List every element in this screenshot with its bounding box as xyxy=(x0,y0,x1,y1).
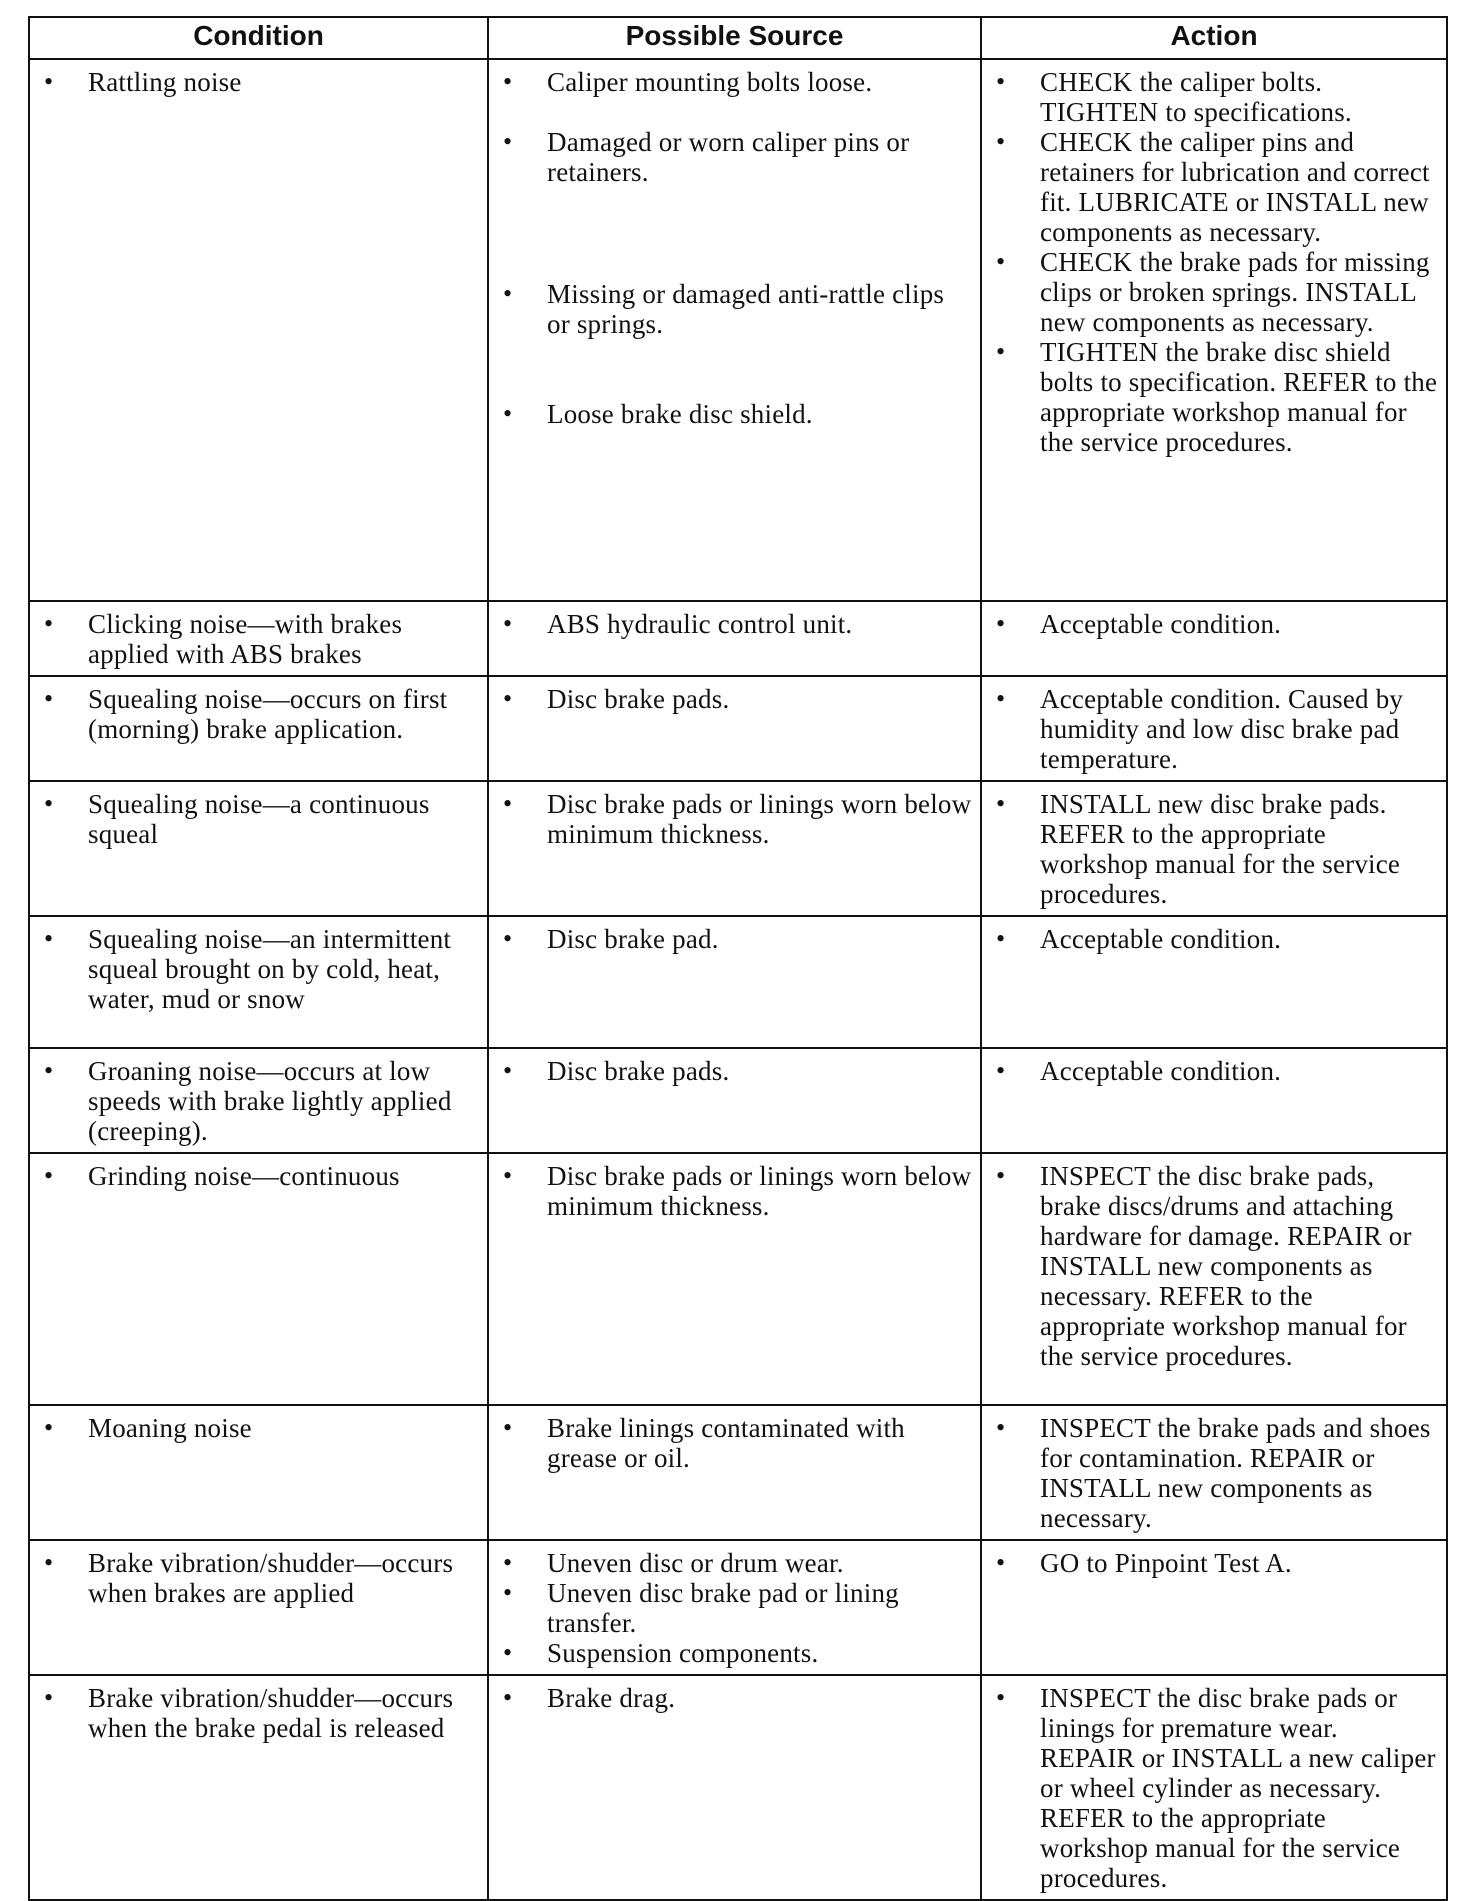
table-row xyxy=(29,601,1447,676)
source-item: • Damaged or worn caliper pins or retainers. xyxy=(501,127,972,279)
source-item: • Uneven disc or drum wear. xyxy=(501,1548,972,1578)
source-item: • Disc brake pads. xyxy=(501,1056,972,1086)
action-cell xyxy=(981,1540,1447,1675)
table-row xyxy=(29,1675,1447,1900)
action-item: • CHECK the caliper bolts. TIGHTEN to specifications. xyxy=(994,67,1438,127)
condition-text: • Clicking noise—with brakes applied with ABS brakes xyxy=(42,609,479,669)
condition-text: • Moaning noise xyxy=(42,1413,479,1443)
source-item: • Brake linings contaminated with grease or oil. xyxy=(501,1413,972,1473)
source-item: • Caliper mounting bolts loose. xyxy=(501,67,972,127)
condition-text: • Squealing noise—a continuous squeal xyxy=(42,789,479,849)
source-item: • Suspension components. xyxy=(501,1638,972,1668)
condition-cell xyxy=(29,601,488,676)
action-item: • INSPECT the brake pads and shoes for contamination. REPAIR or INSTALL new components as necessary. xyxy=(994,1413,1438,1533)
action-item: • TIGHTEN the brake disc shield bolts to specification. REFER to the appropriate workshop manual for the service procedures. xyxy=(994,337,1438,457)
table-row xyxy=(29,1540,1447,1675)
source-cell xyxy=(488,781,981,916)
source-cell xyxy=(488,1153,981,1405)
action-item: • CHECK the brake pads for missing clips or broken springs. INSTALL new components as necessary. xyxy=(994,247,1438,337)
table-row xyxy=(29,676,1447,781)
source-item: • Disc brake pad. xyxy=(501,924,972,954)
condition-cell xyxy=(29,1048,488,1153)
source-header: Possible Source xyxy=(488,17,981,59)
table-row xyxy=(29,1048,1447,1153)
condition-text: • Squealing noise—an intermittent squeal brought on by cold, heat, water, mud or snow xyxy=(42,924,479,1014)
source-cell xyxy=(488,1048,981,1153)
action-item: • INSTALL new disc brake pads. REFER to the appropriate workshop manual for the service procedures. xyxy=(994,789,1438,909)
action-item: • INSPECT the disc brake pads or linings for premature wear. REPAIR or INSTALL a new caliper or wheel cylinder as necessary. REFER to the appropriate workshop manual for the service procedures. xyxy=(994,1683,1438,1893)
condition-cell xyxy=(29,1153,488,1405)
action-item: • Acceptable condition. Caused by humidity and low disc brake pad temperature. xyxy=(994,684,1438,774)
source-item: • ABS hydraulic control unit. xyxy=(501,609,972,639)
action-item: • INSPECT the disc brake pads, brake discs/drums and attaching hardware for damage. REPAIR or INSTALL new components as necessary. REFER to the appropriate workshop manual for the service procedures. xyxy=(994,1161,1438,1371)
source-item: • Uneven disc brake pad or lining transfer. xyxy=(501,1578,972,1638)
table-row xyxy=(29,1153,1447,1405)
source-cell xyxy=(488,59,981,601)
action-cell xyxy=(981,601,1447,676)
action-item: • Acceptable condition. xyxy=(994,1056,1438,1086)
action-cell xyxy=(981,1675,1447,1900)
action-item: • GO to Pinpoint Test A. xyxy=(994,1548,1438,1578)
condition-text: • Groaning noise—occurs at low speeds with brake lightly applied (creeping). xyxy=(42,1056,479,1146)
action-item: • Acceptable condition. xyxy=(994,924,1438,954)
condition-cell xyxy=(29,1405,488,1540)
condition-cell xyxy=(29,916,488,1048)
source-cell xyxy=(488,1675,981,1900)
condition-cell xyxy=(29,1540,488,1675)
table-row xyxy=(29,59,1447,601)
action-cell xyxy=(981,59,1447,601)
header-row xyxy=(29,17,1447,59)
condition-text: • Squealing noise—occurs on first (morning) brake application. xyxy=(42,684,479,744)
action-item: • Acceptable condition. xyxy=(994,609,1438,639)
source-item: • Missing or damaged anti-rattle clips or springs. xyxy=(501,279,972,399)
table-row xyxy=(29,781,1447,916)
action-cell xyxy=(981,676,1447,781)
action-item: • CHECK the caliper pins and retainers for lubrication and correct fit. LUBRICATE or INSTALL new components as necessary. xyxy=(994,127,1438,247)
source-cell xyxy=(488,601,981,676)
condition-cell xyxy=(29,59,488,601)
source-cell xyxy=(488,916,981,1048)
action-cell xyxy=(981,1405,1447,1540)
action-cell xyxy=(981,781,1447,916)
source-item: • Disc brake pads or linings worn below minimum thickness. xyxy=(501,789,972,849)
source-cell xyxy=(488,1405,981,1540)
source-item: • Disc brake pads or linings worn below minimum thickness. xyxy=(501,1161,972,1221)
source-cell xyxy=(488,676,981,781)
source-item: • Disc brake pads. xyxy=(501,684,972,714)
condition-cell xyxy=(29,1675,488,1900)
source-cell xyxy=(488,1540,981,1675)
action-cell xyxy=(981,1153,1447,1405)
action-cell xyxy=(981,916,1447,1048)
condition-text: • Brake vibration/shudder—occurs when the brake pedal is released xyxy=(42,1683,479,1743)
action-cell xyxy=(981,1048,1447,1153)
action-header: Action xyxy=(981,17,1447,59)
condition-header: Condition xyxy=(29,17,488,59)
source-item: • Loose brake disc shield. xyxy=(501,399,972,429)
condition-text: • Brake vibration/shudder—occurs when brakes are applied xyxy=(42,1548,479,1608)
condition-cell xyxy=(29,781,488,916)
condition-text: • Rattling noise xyxy=(42,67,479,97)
diagnosis-table xyxy=(28,16,1448,1901)
condition-cell xyxy=(29,676,488,781)
table-row xyxy=(29,916,1447,1048)
condition-text: • Grinding noise—continuous xyxy=(42,1161,479,1191)
table-row xyxy=(29,1405,1447,1540)
source-item: • Brake drag. xyxy=(501,1683,972,1713)
